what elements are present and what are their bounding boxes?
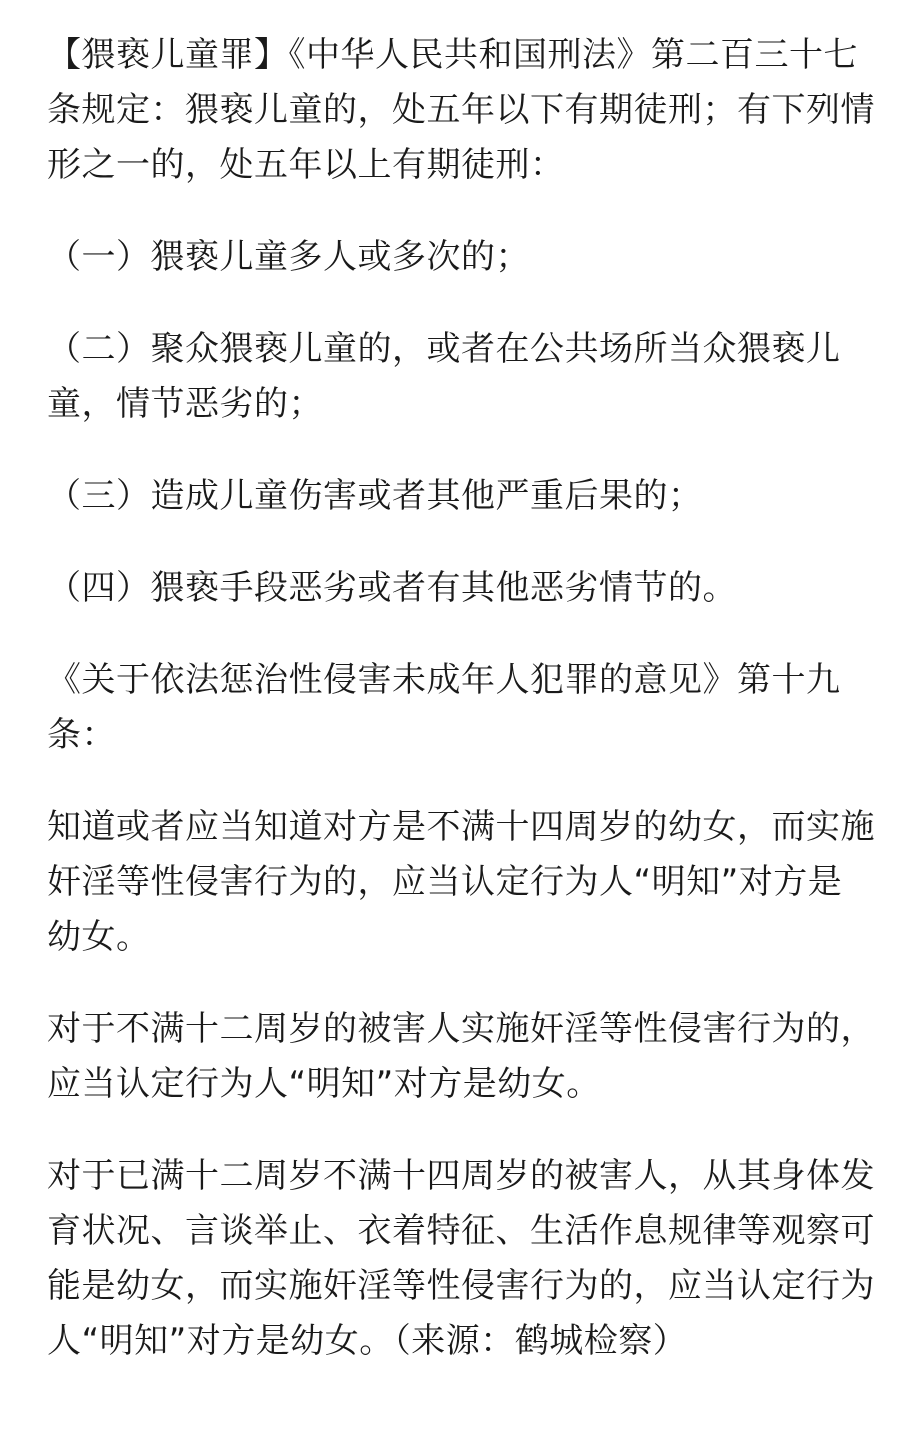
paragraph-opinion-clause-3: 对于已满十二周岁不满十四周岁的被害人，从其身体发育状况、言谈举止、衣着特征、生活作息规律等观察可能是幼女，而实施奸淫等性侵害行为的，应当认定行为人“明知”对方是幼女。（来源：鹤城检察） <box>47 1156 875 1361</box>
paragraph-item-4: （四）猥亵手段恶劣或者有其他恶劣情节的。 <box>47 568 737 608</box>
article-body <box>47 28 875 1369</box>
paragraph-opinion-clause-1: 知道或者应当知道对方是不满十四周岁的幼女，而实施奸淫等性侵害行为的，应当认定行为人“明知”对方是幼女。 <box>47 807 875 957</box>
paragraph-item-3: （三）造成儿童伤害或者其他严重后果的； <box>47 476 703 516</box>
paragraph-item-2: （二）聚众猥亵儿童的，或者在公共场所当众猥亵儿童，情节恶劣的； <box>47 329 841 424</box>
paragraph-item-1: （一）猥亵儿童多人或多次的； <box>47 237 530 277</box>
paragraph-law-article-237: 【猥亵儿童罪】《中华人民共和国刑法》第二百三十七条规定：猥亵儿童的，处五年以下有期徒刑；有下列情形之一的，处五年以上有期徒刑： <box>47 35 875 185</box>
paragraph-opinion-article-19: 《关于依法惩治性侵害未成年人犯罪的意见》第十九条： <box>47 660 841 755</box>
paragraph-opinion-clause-2: 对于不满十二周岁的被害人实施奸淫等性侵害行为的，应当认定行为人“明知”对方是幼女。 <box>47 1009 875 1104</box>
